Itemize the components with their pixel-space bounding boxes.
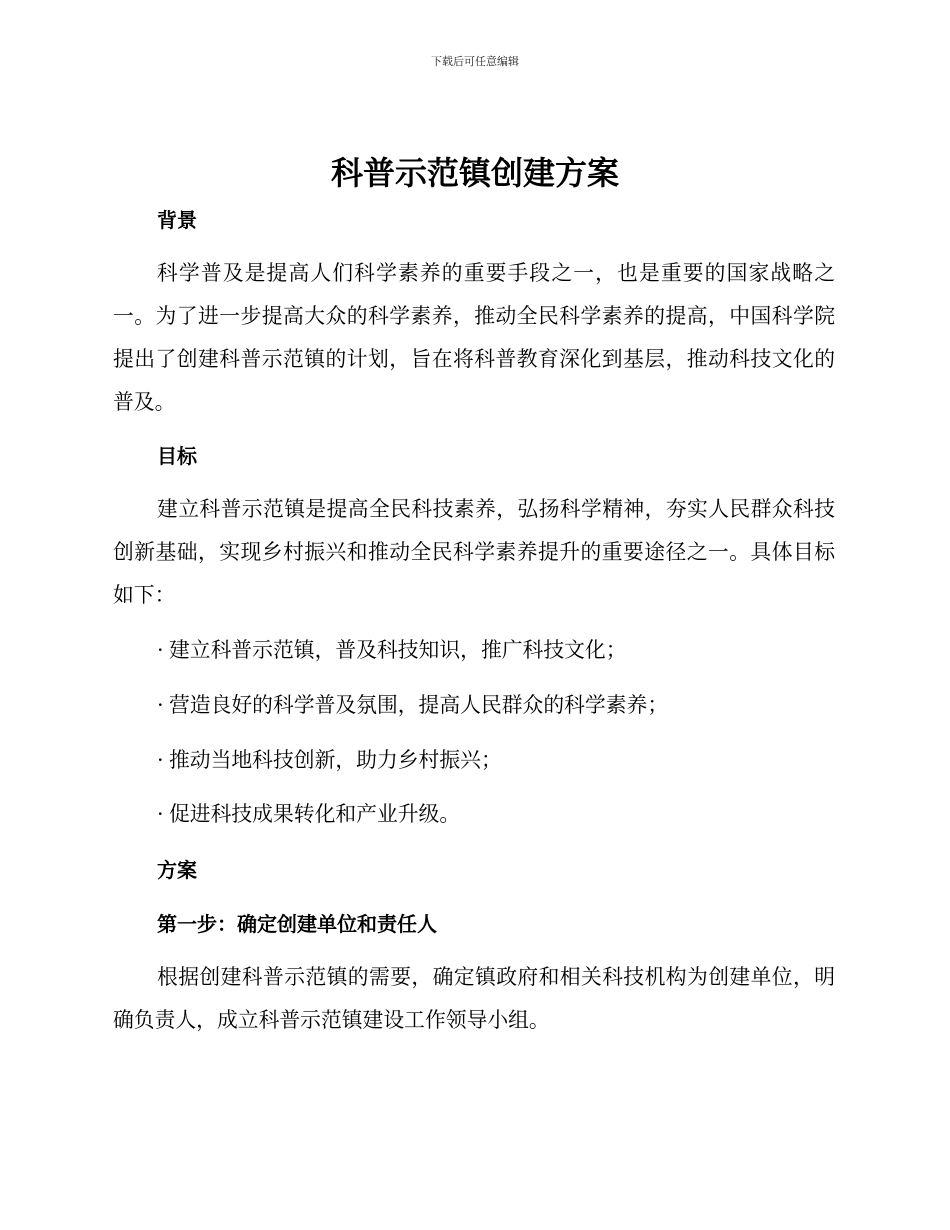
goal-list-item [157, 799, 460, 829]
goals-paragraph: 建立科普示范镇是提高全民科技素养，弘扬科学精神，夯实人民群众科技创新基础，实现乡村振兴和推动全民科学素养提升的重要途径之一。具体目标如下： [113, 497, 835, 607]
bullet-marker: · [157, 802, 164, 826]
goal-item-text: 促进科技成果转化和产业升级。 [169, 802, 461, 826]
bullet-marker: · [157, 638, 164, 662]
section-heading-background: 背景 [157, 208, 197, 232]
bullet-marker: · [157, 693, 164, 717]
goal-item-text: 建立科普示范镇，普及科技知识，推广科技文化； [169, 638, 627, 662]
goal-list-item [157, 690, 668, 720]
goal-item-text: 推动当地科技创新，助力乡村振兴； [169, 748, 502, 772]
section-heading-plan: 方案 [157, 858, 197, 882]
step1-paragraph: 根据创建科普示范镇的需要，确定镇政府和相关科技机构为创建单位，明确负责人，成立科普示范镇建设工作领导小组。 [113, 965, 835, 1032]
section-heading-goals: 目标 [157, 444, 197, 468]
goal-list-item [157, 745, 502, 775]
bullet-marker: · [157, 748, 164, 772]
goal-item-text: 营造良好的科学普及氛围，提高人民群众的科学素养； [169, 693, 669, 717]
document-title: 科普示范镇创建方案 [330, 154, 619, 192]
step-heading-1: 第一步：确定创建单位和责任人 [157, 912, 437, 936]
header-note: 下载后可任意编辑 [431, 55, 519, 68]
goal-list-item [157, 635, 627, 665]
background-paragraph: 科学普及是提高人们科学素养的重要手段之一，也是重要的国家战略之一。为了进一步提高大众的科学素养，推动全民科学素养的提高，中国科学院提出了创建科普示范镇的计划，旨在将科普教育深化到基层，推动科技文化的普及。 [113, 261, 835, 414]
